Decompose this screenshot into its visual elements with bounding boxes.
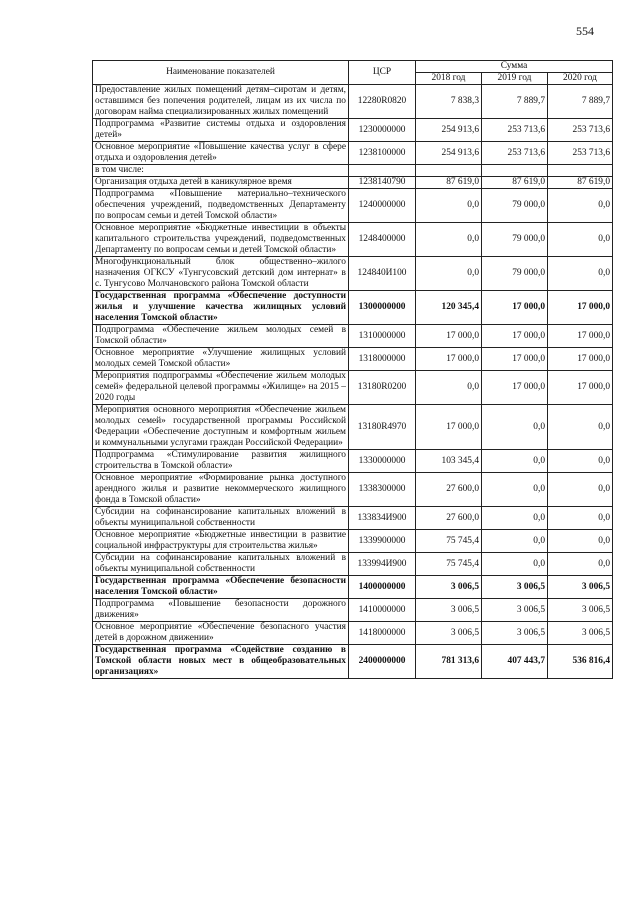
row-value-2020: 0,0: [548, 507, 613, 530]
table-row: [93, 645, 613, 679]
row-value-2019: 79 000,0: [482, 223, 548, 257]
row-value-2018: 87 619,0: [416, 177, 482, 189]
row-value-2020: 0,0: [548, 450, 613, 473]
budget-table: [92, 60, 613, 679]
table-row: [93, 405, 613, 450]
row-name: Государственная программа «Обеспечение доступности жилья и улучшение качества жилищных условий населения Томской области»: [93, 291, 349, 325]
row-value-2018: [416, 165, 482, 177]
row-value-2019: 7 889,7: [482, 85, 548, 119]
row-value-2018: 120 345,4: [416, 291, 482, 325]
row-value-2019: 17 000,0: [482, 325, 548, 348]
row-name: Предоставление жилых помещений детям–сиротам и детям, оставшимся без попечения родителей, лицам из их числа по договорам найма специализированных жилых помещений: [93, 85, 349, 119]
table-row: [93, 325, 613, 348]
row-value-2018: 3 006,5: [416, 599, 482, 622]
row-csr-code: [349, 165, 416, 177]
row-value-2018: 3 006,5: [416, 622, 482, 645]
row-csr-code: 2400000000: [349, 645, 416, 679]
row-value-2019: 0,0: [482, 507, 548, 530]
row-name: Основное мероприятие «Бюджетные инвестиции в развитие социальной инфраструктуры для строительства жилья»: [93, 530, 349, 553]
row-value-2019: 79 000,0: [482, 257, 548, 291]
row-csr-code: 1318000000: [349, 348, 416, 371]
row-csr-code: 124840И100: [349, 257, 416, 291]
table-row: [93, 223, 613, 257]
row-value-2018: 254 913,6: [416, 142, 482, 165]
row-name: Государственная программа «Обеспечение безопасности населения Томской области»: [93, 576, 349, 599]
row-value-2020: 0,0: [548, 223, 613, 257]
row-value-2018: 0,0: [416, 371, 482, 405]
row-name: в том числе:: [93, 165, 349, 177]
row-name: Субсидии на софинансирование капитальных вложений в объекты муниципальной собственности: [93, 507, 349, 530]
table-row: [93, 553, 613, 576]
row-value-2018: 0,0: [416, 223, 482, 257]
page-number: 554: [576, 24, 594, 38]
row-value-2018: 17 000,0: [416, 325, 482, 348]
row-name: Основное мероприятие «Формирование рынка доступного арендного жилья и развитие некоммерческого жилищного фонда в Томской области»: [93, 473, 349, 507]
table-row: [93, 473, 613, 507]
row-value-2019: 0,0: [482, 450, 548, 473]
table-row: [93, 576, 613, 599]
row-value-2018: 27 600,0: [416, 507, 482, 530]
row-value-2018: 0,0: [416, 257, 482, 291]
row-value-2019: 0,0: [482, 405, 548, 450]
row-value-2020: 3 006,5: [548, 576, 613, 599]
row-csr-code: 1418000000: [349, 622, 416, 645]
row-value-2019: 17 000,0: [482, 348, 548, 371]
row-value-2019: 407 443,7: [482, 645, 548, 679]
table-body: [93, 85, 613, 679]
row-csr-code: 1300000000: [349, 291, 416, 325]
row-value-2020: 87 619,0: [548, 177, 613, 189]
row-value-2020: 536 816,4: [548, 645, 613, 679]
row-value-2019: 3 006,5: [482, 599, 548, 622]
row-name: Подпрограмма «Повышение материально–технического обеспечения учреждений, подведомственных Департаменту по вопросам семьи и детей Томской области»: [93, 189, 349, 223]
row-value-2019: 87 619,0: [482, 177, 548, 189]
table-row: [93, 142, 613, 165]
row-value-2020: 3 006,5: [548, 622, 613, 645]
row-name: Субсидии на софинансирование капитальных вложений в объекты муниципальной собственности: [93, 553, 349, 576]
row-value-2018: 17 000,0: [416, 348, 482, 371]
row-value-2018: 254 913,6: [416, 119, 482, 142]
row-value-2020: 7 889,7: [548, 85, 613, 119]
table-row: [93, 348, 613, 371]
row-value-2018: 75 745,4: [416, 553, 482, 576]
table-row: [93, 599, 613, 622]
row-value-2020: 17 000,0: [548, 291, 613, 325]
header-sum: Сумма: [416, 61, 613, 73]
row-csr-code: 1339900000: [349, 530, 416, 553]
header-year-2020: 2020 год: [548, 73, 613, 85]
row-csr-code: 1238100000: [349, 142, 416, 165]
row-name: Основное мероприятие «Бюджетные инвестиции в объекты капитального строительства учреждений, подведомственных Департаменту по вопросам семьи и детей Томской области»: [93, 223, 349, 257]
row-value-2019: 3 006,5: [482, 622, 548, 645]
header-year-2018: 2018 год: [416, 73, 482, 85]
row-value-2018: 103 345,4: [416, 450, 482, 473]
table-row: [93, 189, 613, 223]
row-csr-code: 133994И900: [349, 553, 416, 576]
row-name: Государственная программа «Содействие созданию в Томской области новых мест в общеобразовательных организациях»: [93, 645, 349, 679]
table-row: [93, 371, 613, 405]
row-value-2018: 17 000,0: [416, 405, 482, 450]
row-value-2019: 0,0: [482, 473, 548, 507]
row-csr-code: 1330000000: [349, 450, 416, 473]
row-csr-code: 133834И900: [349, 507, 416, 530]
row-value-2020: 17 000,0: [548, 325, 613, 348]
table-row: [93, 257, 613, 291]
table-row: [93, 450, 613, 473]
header-csr: ЦСР: [349, 61, 416, 85]
table-row: [93, 507, 613, 530]
row-csr-code: 13180R0200: [349, 371, 416, 405]
row-name: Подпрограмма «Обеспечение жильем молодых семей в Томской области»: [93, 325, 349, 348]
row-csr-code: 1248400000: [349, 223, 416, 257]
table-row: [93, 622, 613, 645]
row-value-2018: 781 313,6: [416, 645, 482, 679]
row-csr-code: 1238140790: [349, 177, 416, 189]
row-value-2019: 17 000,0: [482, 291, 548, 325]
row-value-2019: [482, 165, 548, 177]
row-name: Подпрограмма «Развитие системы отдыха и оздоровления детей»: [93, 119, 349, 142]
row-csr-code: 1338300000: [349, 473, 416, 507]
row-value-2020: 253 713,6: [548, 119, 613, 142]
table-row: [93, 177, 613, 189]
row-value-2020: 0,0: [548, 405, 613, 450]
row-value-2020: 0,0: [548, 189, 613, 223]
row-value-2018: 7 838,3: [416, 85, 482, 119]
row-value-2020: 253 713,6: [548, 142, 613, 165]
row-csr-code: 1240000000: [349, 189, 416, 223]
row-name: Основное мероприятие «Улучшение жилищных условий молодых семей Томской области»: [93, 348, 349, 371]
row-value-2019: 0,0: [482, 530, 548, 553]
row-value-2018: 75 745,4: [416, 530, 482, 553]
row-csr-code: 1400000000: [349, 576, 416, 599]
row-value-2019: 0,0: [482, 553, 548, 576]
row-value-2020: 0,0: [548, 553, 613, 576]
row-name: Подпрограмма «Повышение безопасности дорожного движения»: [93, 599, 349, 622]
row-name: Основное мероприятие «Обеспечение безопасного участия детей в дорожном движении»: [93, 622, 349, 645]
row-csr-code: 13180R4970: [349, 405, 416, 450]
row-value-2020: 17 000,0: [548, 348, 613, 371]
row-value-2020: 17 000,0: [548, 371, 613, 405]
row-value-2020: 0,0: [548, 257, 613, 291]
row-csr-code: 1230000000: [349, 119, 416, 142]
row-csr-code: 1310000000: [349, 325, 416, 348]
row-name: Мероприятия подпрограммы «Обеспечение жильем молодых семей» федеральной целевой программы «Жилище» на 2015 – 2020 годы: [93, 371, 349, 405]
row-name: Подпрограмма «Стимулирование развития жилищного строительства в Томской области»: [93, 450, 349, 473]
header-name: Наименование показателей: [93, 61, 349, 85]
row-value-2018: 0,0: [416, 189, 482, 223]
row-value-2019: 17 000,0: [482, 371, 548, 405]
row-name: Организация отдыха детей в каникулярное время: [93, 177, 349, 189]
table-row: [93, 119, 613, 142]
table-row: [93, 85, 613, 119]
row-value-2020: 0,0: [548, 530, 613, 553]
row-value-2020: [548, 165, 613, 177]
row-value-2019: 253 713,6: [482, 142, 548, 165]
row-value-2018: 3 006,5: [416, 576, 482, 599]
row-csr-code: 12280R0820: [349, 85, 416, 119]
header-year-2019: 2019 год: [482, 73, 548, 85]
row-value-2018: 27 600,0: [416, 473, 482, 507]
row-name: Мероприятия основного мероприятия «Обеспечение жильем молодых семей» государственной программы Российской Федерации «Обеспечение доступным и комфортным жильем и коммунальными услугами граждан Российской Федерации»: [93, 405, 349, 450]
table-row: [93, 291, 613, 325]
row-name: Основное мероприятие «Повышение качества услуг в сфере отдыха и оздоровления детей»: [93, 142, 349, 165]
row-value-2019: 3 006,5: [482, 576, 548, 599]
row-value-2019: 253 713,6: [482, 119, 548, 142]
table-header-row: [93, 61, 613, 73]
row-csr-code: 1410000000: [349, 599, 416, 622]
table-row: [93, 530, 613, 553]
row-name: Многофункциональный блок общественно–жилого назначения ОГКСУ «Тунгусовский детский дом интернат» в с. Тунгусово Молчановского района Томской области: [93, 257, 349, 291]
row-value-2019: 79 000,0: [482, 189, 548, 223]
row-value-2020: 3 006,5: [548, 599, 613, 622]
row-value-2020: 0,0: [548, 473, 613, 507]
table-row: [93, 165, 613, 177]
